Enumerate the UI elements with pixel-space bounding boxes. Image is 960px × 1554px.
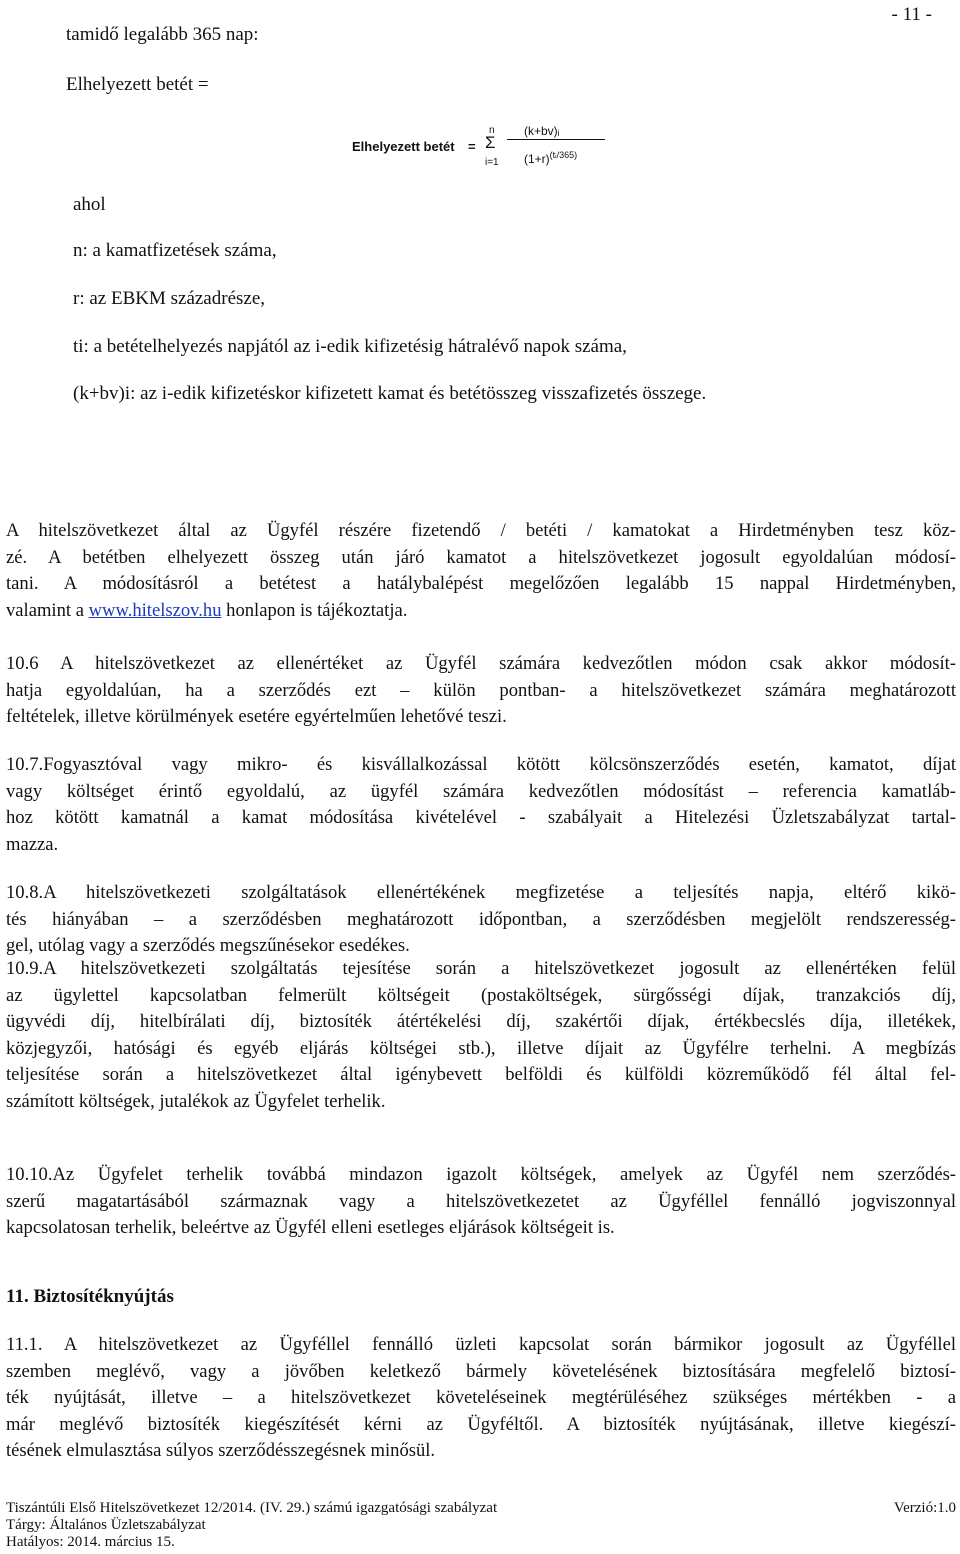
paragraph-interest	[6, 518, 956, 624]
paragraph-line: az ügylettel kapcsolatban felmerült költségeit (postaköltségek, sürgősségi díjak, tranzakciós díj,	[6, 984, 956, 1006]
footer-subject: Tárgy: Általános Üzletszabályzat	[6, 1517, 206, 1533]
paragraph-line: tani. A módosításról a betétest a hatálybalépést megelőzően legalább 15 nappal Hirdetményben,	[6, 573, 956, 594]
page-number: - 11 -	[891, 4, 932, 25]
paragraph-line: A hitelszövetkezet által az Ügyfél részére fizetendő / betéti / kamatokat a Hirdetményben tesz köz-	[6, 520, 956, 541]
section-heading: 11. Biztosítéknyújtás	[6, 1286, 174, 1307]
paragraph-last-line	[6, 598, 956, 625]
formula-sigma: Σ	[485, 133, 496, 152]
intro-line-1: tamidő legalább 365 nap:	[66, 24, 259, 45]
footer-version: Verzió:1.0	[893, 1500, 956, 1516]
paragraph-line: ték nyújtását, illetve – a hitelszövetkezet követeléseinek megtérüléséhez szükséges mértékben - a	[6, 1387, 956, 1408]
paragraph-10-7	[6, 752, 956, 858]
paragraph-line: szemben meglévő, vagy a jövőben keletkező bármely követelésének biztosítására megfelelő biztosí-	[6, 1360, 956, 1382]
paragraph-line: már meglévő biztosíték kiegészítését kérni az Ügyféltől. A biztosíték nyújtásának, illetve kiegészí-	[6, 1413, 956, 1435]
paragraph-line: vagy költséget érintő egyoldalú, az ügyfél számára kedvezőtlen módosítást – referencia kamatláb-	[6, 780, 956, 802]
formula-exponent: (tᵢ/365)	[549, 150, 578, 160]
paragraph-line: 10.7.Fogyasztóval vagy mikro- és kisvállalkozással kötött kölcsönszerződés esetén, kamatot, díjat	[6, 754, 956, 775]
formula-upper-limit: n	[489, 125, 495, 136]
deposit-formula	[352, 118, 622, 174]
paragraph-10-10	[6, 1162, 956, 1242]
intro-line-2: Elhelyezett betét =	[66, 74, 209, 95]
paragraph-line: 11.1. A hitelszövetkezet az Ügyféllel fennálló üzleti kapcsolat során bármikor jogosult az Ügyféllel	[6, 1334, 956, 1355]
formula-denominator	[524, 142, 577, 173]
paragraph-line: 10.8.A hitelszövetkezeti szolgáltatások ellenértékének megfizetése a teljesítés napja, eltérő kikö-	[6, 882, 956, 903]
link-suffix: honlapon is tájékoztatja.	[221, 599, 408, 621]
paragraph-line: mazza.	[6, 833, 59, 855]
paragraph-line: hoz kötött kamatnál a kamat módosítása kivételével - szabályait a Hitelezési Üzletszabályzat tartal-	[6, 807, 956, 828]
formula-fraction-bar	[507, 139, 605, 140]
paragraph-line: teljesítése során a hitelszövetkezet által igénybevett belföldi és külföldi közreműködő fél által fel-	[6, 1064, 956, 1085]
paragraph-line: tésének elmulasztása súlyos szerződésszegésnek minősül.	[6, 1440, 436, 1461]
paragraph-line: hatja egyoldalúan, ha a szerződés ezt – külön pontban- a hitelszövetkezet számára meghatározott	[6, 679, 956, 701]
hitelszov-website-link[interactable]: www.hitelszov.hu	[88, 599, 222, 621]
formula-lhs: Elhelyezett betét	[352, 139, 455, 154]
paragraph-line: ügyvédi díj, hitelbírálati díj, biztosíték átértékelési díj, szakértői díjak, értékbecslés díja, illetékek,	[6, 1011, 956, 1032]
link-prefix: valamint a	[6, 599, 89, 621]
page-footer	[6, 1500, 956, 1551]
definition-item: ti: a betételhelyezés napjától az i-edik kifizetésig hátralévő napok száma,	[73, 336, 627, 357]
paragraph-10-6	[6, 651, 956, 731]
paragraph-10-9	[6, 956, 956, 1115]
paragraph-line: közjegyzői, hatósági és egyéb eljárás költségei stb.), illetve díjait az Ügyfélre terhelni. A megbízás	[6, 1037, 956, 1059]
definition-item: r: az EBKM századrésze,	[73, 288, 266, 309]
formula-numerator: (k+bv)ᵢ	[524, 124, 560, 138]
paragraph-line: gel, utólag vagy a szerződés megszűnésekor esedékes.	[6, 935, 410, 956]
formula-denominator-base: (1+r)	[524, 152, 550, 166]
paragraph-10-8	[6, 880, 956, 960]
definition-item: n: a kamatfizetések száma,	[73, 240, 277, 261]
paragraph-line: tés hiányában – a szerződésben meghatározott időpontban, a szerződésben megjelölt rendszeresség-	[6, 908, 956, 930]
paragraph-line: zé. A betétben elhelyezett összeg után járó kamatot a hitelszövetkezet jogosult egyoldalúan módosí-	[6, 546, 956, 568]
paragraph-line: kapcsolatosan terhelik, beleértve az Ügyfél elleni esetleges eljárások költségeit is.	[6, 1217, 615, 1238]
paragraph-line: 10.6 A hitelszövetkezet az ellenértéket az Ügyfél számára kedvezőtlen módon csak akkor módosít-	[6, 653, 956, 674]
paragraph-line: számított költségek, jutalékok az Ügyfelet terhelik.	[6, 1090, 386, 1112]
footer-effective-date: Hatályos: 2014. március 15.	[6, 1534, 175, 1550]
paragraph-line: szerű magatartásából származnak vagy a hitelszövetkezetet az Ügyféllel fennálló jogviszonnyal	[6, 1190, 956, 1212]
formula-equals: =	[468, 139, 476, 154]
paragraph-line: 10.9.A hitelszövetkezeti szolgáltatás tejesítése során a hitelszövetkezet jogosult az ellenértéken felül	[6, 958, 956, 979]
paragraph-11-1	[6, 1332, 956, 1465]
definitions-label: ahol	[73, 194, 106, 215]
paragraph-line: 10.10.Az Ügyfelet terhelik továbbá mindazon igazolt költségek, amelyek az Ügyfél nem szerződés-	[6, 1164, 956, 1185]
footer-issuer: Tiszántúli Első Hitelszövetkezet 12/2014. (IV. 29.) számú igazgatósági szabályzat	[6, 1500, 498, 1516]
formula-lower-limit: i=1	[485, 157, 499, 168]
definition-item: (k+bv)i: az i-edik kifizetéskor kifizetett kamat és betétösszeg visszafizetés összege.	[73, 383, 707, 404]
paragraph-line: feltételek, illetve körülmények esetére egyértelműen lehetővé teszi.	[6, 706, 507, 727]
